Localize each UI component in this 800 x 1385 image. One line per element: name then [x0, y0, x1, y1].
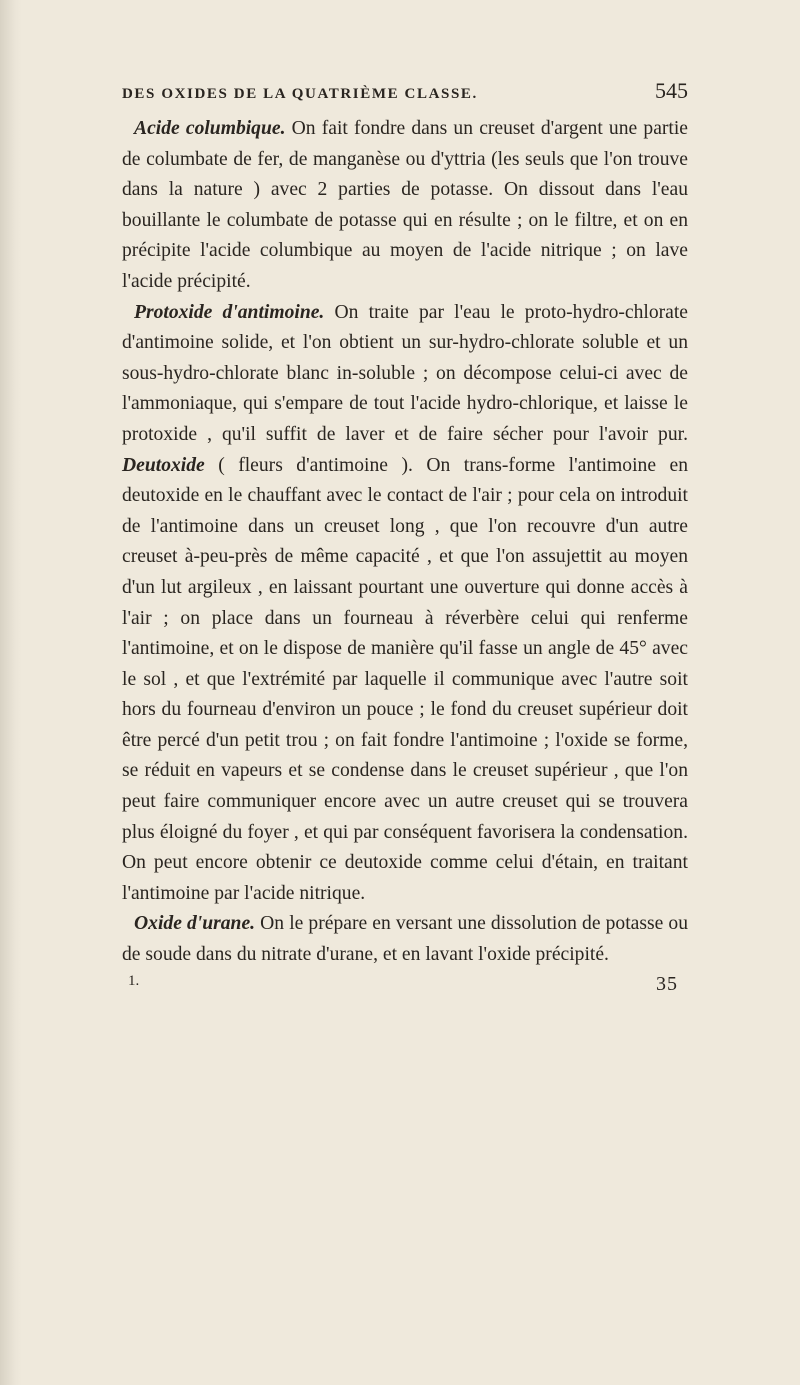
- running-head: [122, 78, 688, 106]
- body-text: [122, 114, 688, 971]
- section-term: Oxide d'urane.: [134, 913, 256, 935]
- book-page: [122, 78, 688, 996]
- section-term: Acide columbique.: [134, 118, 286, 139]
- volume-mark: 1.: [128, 972, 140, 989]
- paragraph-text: On le prépare en versant une dissolution de potasse ou de soude dans du nitrate d'urane, et en lavant l'oxide précipité.: [122, 913, 688, 966]
- paragraph-protoxide-antimoine: [122, 298, 688, 910]
- running-title: DES OXIDES DE LA QUATRIÈME CLASSE.: [122, 86, 478, 102]
- signature-mark: 35: [656, 972, 678, 995]
- paragraph-text: On traite par l'eau le proto-hydro-chlorate d'antimoine solide, et l'on obtient un sur-hydro-chlorate soluble et un sous-hydro-chlorate blanc in-soluble ; on décompose celui-ci avec de l'ammoniaque, qui s'empare de tout l'acide hydro-chlorique, et laisse le protoxide , qu'il suffit de laver et de faire sécher pour l'avoir pur.: [122, 301, 688, 445]
- paragraph-oxide-urane: [122, 909, 688, 970]
- paragraph-acide-columbique: [122, 114, 688, 298]
- paragraph-text: On fait fondre dans un creuset d'argent une partie de columbate de fer, de manganèse ou d'yttria (les seuls que l'on trouve dans la nature ) avec 2 parties de potasse. On dissout dans l'eau bouillante le columbate de potasse qui en résulte ; on le filtre, et on en précipite l'acide columbique au moyen de l'acide nitrique ; on lave l'acide précipité.: [122, 118, 688, 292]
- page-footer: [122, 973, 688, 996]
- section-term-deutoxide: Deutoxide: [122, 454, 205, 476]
- page-number: 545: [655, 78, 688, 103]
- paragraph-text-continued: ( fleurs d'antimoine ). On trans-forme l'antimoine en deutoxide en le chauffant avec le contact de l'air ; pour cela on introduit de l'antimoine dans un creuset long , que l'on recouvre d'un autre creuset à-peu-près de même capacité , et que l'on assujettit au moyen d'un lut argileux , en laissant pourtant une ouverture qui donne accès à l'air ; on place dans un fourneau à réverbère celui qui renferme l'antimoine, et on le dispose de manière qu'il fasse un angle de 45° avec le sol , et que l'extrémité par laquelle il communique avec l'autre soit hors du fourneau d'environ un pouce ; le fond du creuset supérieur doit être percé d'un petit trou ; on fait fondre l'antimoine ; l'oxide se forme, se réduit en vapeurs et se condense dans le creuset supérieur , que l'on peut faire communiquer encore avec un autre creuset qui se trouvera plus éloigné du foyer , et qui par conséquent favorisera la condensation. On peut encore obtenir ce deutoxide comme celui d'étain, en traitant l'antimoine par l'acide nitrique.: [122, 454, 688, 904]
- book-binding-shadow: [0, 0, 22, 1385]
- section-term: Protoxide d'antimoine.: [134, 301, 325, 323]
